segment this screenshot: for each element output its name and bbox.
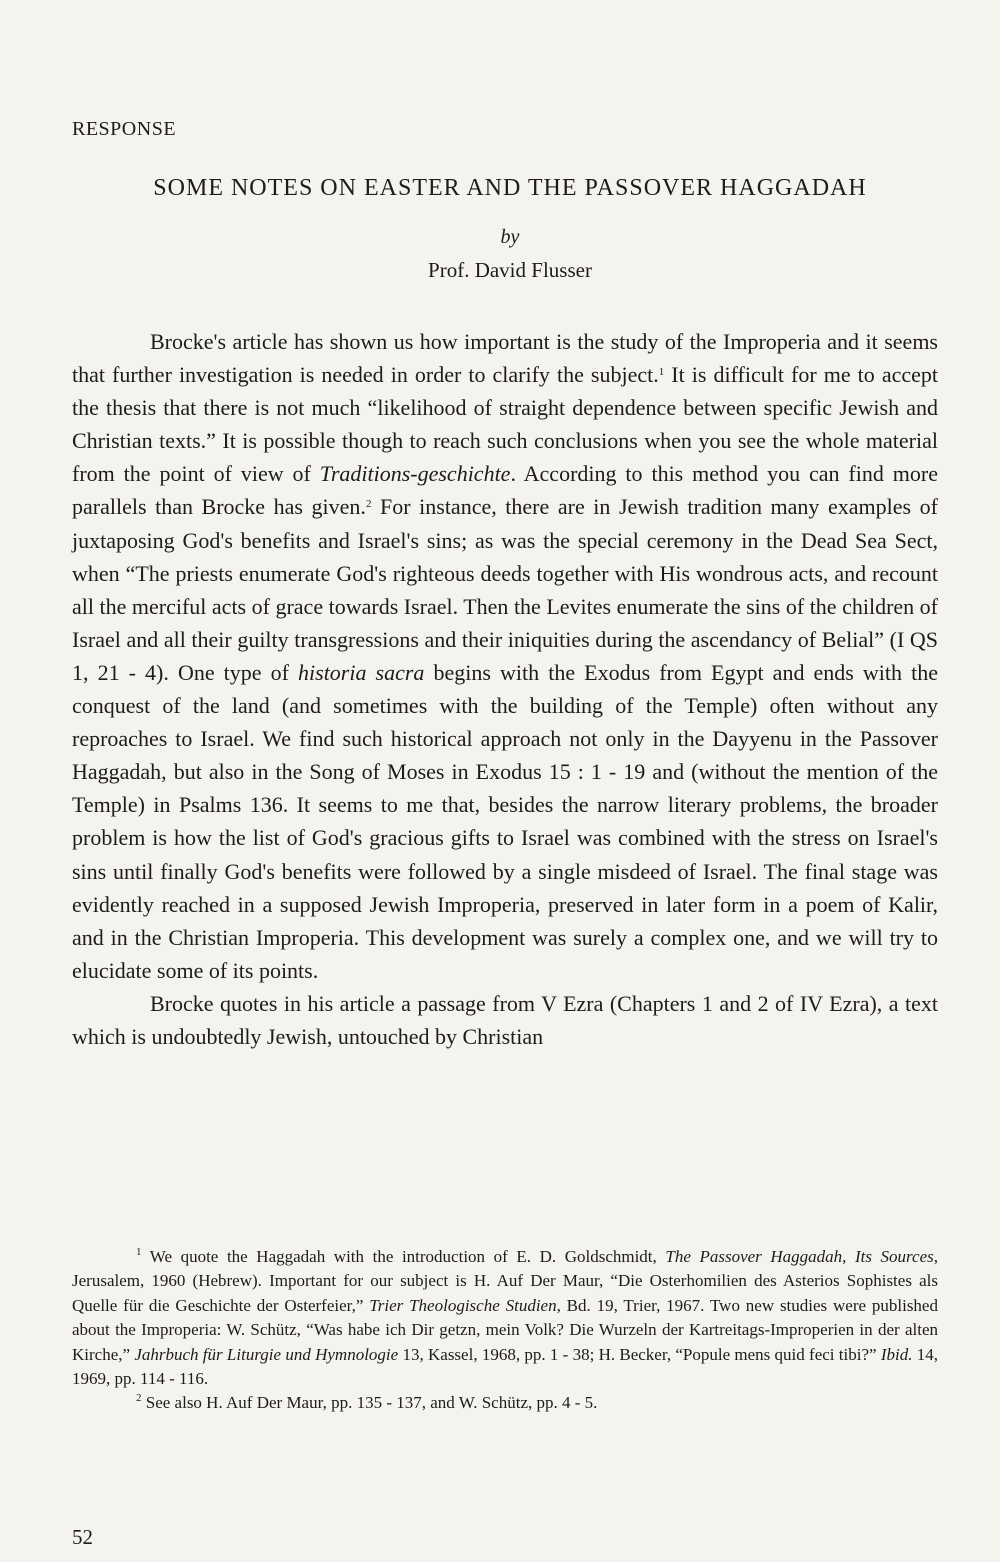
fn1-emphasis-4: Ibid. bbox=[880, 1344, 913, 1364]
p1-text-5: begins with the Exodus from Egypt and ends with the conquest of the land (and sometimes with the building of the Temple) often without any reproaches to Israel. We find such historical approach not only in the Dayyenu in the Passover Haggadah, but also in the Song of Moses in Exodus 15 : 1 - 19 and (without the mention of the Temple) in Psalms 136. It seems to me that, besides the narrow literary problems, the broader problem is how the list of God's gracious gifts to Israel was combined with the stress on Israel's sins until finally God's benefits were followed by a single misdeed of Israel. The final stage was evidently reached in a supposed Jewish Improperia, preserved in later form in a poem of Kalir, and in the Christian Improperia. This development was surely a complex one, and we will try to elucidate some of its points. bbox=[72, 659, 938, 983]
body-paragraph-1 bbox=[72, 325, 938, 987]
p1-text-2: It is difficult for me to accept the thesis that there is not much “likelihood of straight dependence between specific Jewish and Christian texts.” It is possible though to reach such conclusions when you see the whole material from the point of view of bbox=[72, 362, 938, 487]
p1-text-4: For instance, there are in Jewish tradition many examples of juxtaposing God's benefits and Israel's sins; as was the special ceremony in the Dead Sea Sect, when “The priests enumerate God's righteous deeds together with His wondrous acts, and recount all the merciful acts of grace towards Israel. Then the Levites enumerate the sins of the children of Israel and all their guilty transgressions and their iniquities during the ascendancy of Belial” (I QS 1, 21 - 4). One type of bbox=[72, 494, 938, 685]
fn1-text-2: , Jerusalem, 1960 (Hebrew). Important for our subject is H. Auf Der Maur, “Die Osterhomilien des Asterios Sophistes als Quelle für die Geschichte der Osterfeier,” bbox=[72, 1247, 938, 1315]
footnote-1-number: 1 bbox=[136, 1246, 142, 1258]
page-number: 52 bbox=[72, 1525, 93, 1549]
p1-emphasis-2: historia sacra bbox=[298, 659, 425, 685]
fn1-text-5: 14, 1969, pp. 114 - 116. bbox=[72, 1344, 938, 1389]
article-title: SOME NOTES ON EASTER AND THE PASSOVER HAGGADAH bbox=[153, 175, 867, 201]
p1-text-1: Brocke's article has shown us how important is the study of the Improperia and it seems that further investigation is needed in order to clarify the subject. bbox=[72, 329, 938, 388]
fn1-text-3: , Bd. 19, Trier, 1967. Two new studies were published about the Improperia: W. Schütz, “Was habe ich Dir getzn, mein Volk? Die Wurzeln der Kartreitags-Improperien in der alten Kirche,” bbox=[72, 1295, 938, 1364]
fn2-text-1: See also H. Auf Der Maur, pp. 135 - 137, and W. Schütz, pp. 4 - 5. bbox=[141, 1393, 598, 1413]
footnote-2-number: 2 bbox=[136, 1392, 142, 1405]
body-paragraph-2: Brocke quotes in his article a passage from V Ezra (Chapters 1 and 2 of IV Ezra), a text which is undoubtedly Jewish, untouched by Christian bbox=[72, 990, 938, 1049]
fn1-emphasis-3: Jahrbuch für Liturgie und Hymnologie bbox=[134, 1344, 399, 1364]
section-label: RESPONSE bbox=[72, 118, 177, 140]
footnote-2 bbox=[72, 1391, 938, 1415]
footnote-1 bbox=[72, 1245, 938, 1391]
fn1-text-4: 13, Kassel, 1968, pp. 1 - 38; H. Becker, “Popule mens quid feci tibi?” bbox=[398, 1344, 881, 1364]
byline-by: by bbox=[500, 226, 520, 248]
footnote-ref-1: 1 bbox=[658, 366, 665, 379]
article-body bbox=[72, 325, 938, 1053]
p1-emphasis-1: Traditions-geschichte bbox=[319, 461, 511, 487]
footnotes bbox=[72, 1245, 938, 1416]
author-name: Prof. David Flusser bbox=[428, 258, 592, 282]
p1-text-3: . According to this method you can find more parallels than Brocke has given. bbox=[72, 461, 938, 520]
fn1-emphasis-2: Trier Theologische Studien bbox=[369, 1295, 557, 1315]
footnote-ref-2: 2 bbox=[365, 498, 372, 511]
fn1-text-1: We quote the Haggadah with the introduction of E. D. Goldschmidt, bbox=[141, 1247, 666, 1266]
fn1-emphasis-1: The Passover Haggadah, Its Sources bbox=[665, 1247, 934, 1266]
